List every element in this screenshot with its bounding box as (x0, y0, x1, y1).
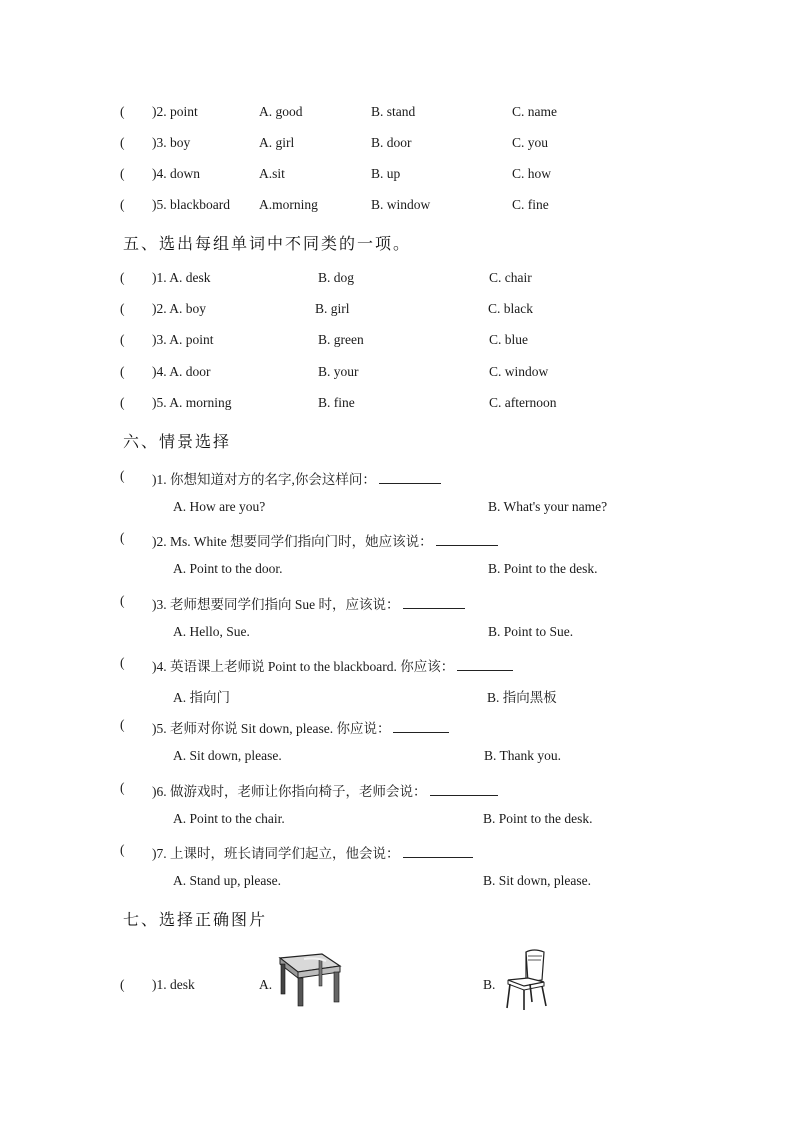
section-heading: 七、选择正确图片 (123, 910, 268, 929)
option-b: B. Thank you. (484, 748, 561, 763)
option-b: B. Sit down, please. (483, 873, 591, 888)
section-heading: 五、选出每组单词中不同类的一项。 (123, 234, 412, 253)
option-b: B. Point to the desk. (483, 811, 593, 826)
answer-blank[interactable] (403, 597, 465, 609)
option-a: A. 指向门 (173, 690, 230, 705)
chair-image[interactable] (500, 946, 552, 1012)
option-a: A. How are you? (173, 499, 266, 514)
answer-blank[interactable] (430, 784, 498, 796)
option-b: B. Point to Sue. (488, 624, 574, 639)
section-heading: 六、情景选择 (123, 432, 232, 451)
option-b: B. Point to the desk. (488, 561, 598, 576)
option-a: A. Stand up, please. (173, 873, 281, 888)
answer-blank[interactable] (457, 659, 513, 671)
answer-blank[interactable] (379, 472, 441, 484)
option-b: B. What's your name? (488, 499, 608, 514)
answer-blank[interactable] (436, 534, 498, 546)
answer-blank[interactable] (393, 721, 449, 733)
desk-image[interactable] (274, 948, 344, 1008)
option-a: A. Sit down, please. (173, 748, 282, 763)
option-a: A. Point to the door. (173, 561, 283, 576)
answer-blank[interactable] (403, 846, 473, 858)
option-a: A. Point to the chair. (173, 811, 285, 826)
option-b: B. 指向黑板 (487, 690, 557, 705)
option-a: A. Hello, Sue. (173, 624, 250, 639)
